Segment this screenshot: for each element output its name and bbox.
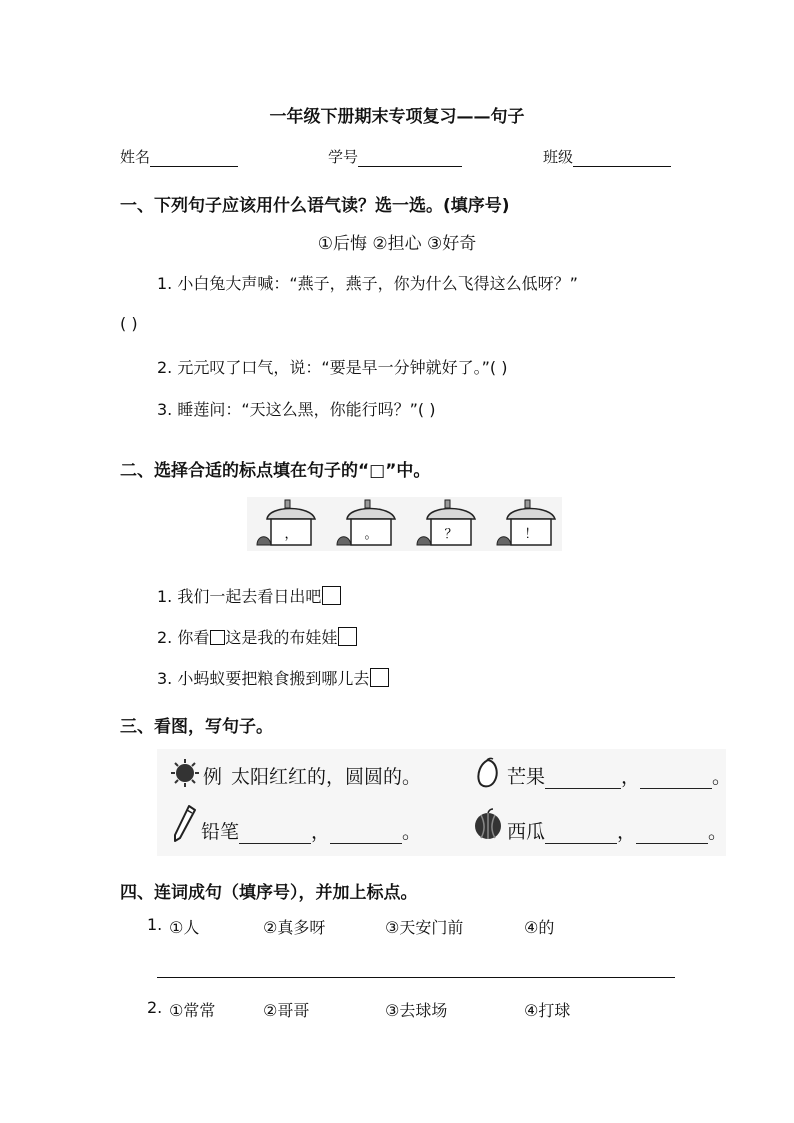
word-card: ③天安门前	[385, 918, 464, 937]
answer-blank[interactable]	[330, 825, 402, 844]
pencil-word: 铅笔	[201, 821, 240, 843]
mango-icon	[475, 757, 501, 789]
s2-question-3-text: 3. 小蚂蚁要把粮食搬到哪儿去	[157, 669, 370, 688]
sun-icon	[171, 759, 199, 787]
answer-box[interactable]	[370, 668, 389, 687]
s2-question-1	[157, 584, 341, 607]
student-id-field[interactable]	[328, 146, 462, 167]
section2-heading: 二、选择合适的标点填在句子的“□”中。	[120, 461, 431, 481]
picture-sentence-panel	[157, 749, 732, 856]
s4-question-1-number: 1.	[147, 915, 163, 934]
answer-blank[interactable]	[545, 770, 621, 789]
section4-heading: 四、连词成句（填序号），并加上标点。	[120, 883, 418, 903]
page-title: 一年级下册期末专项复习——句子	[269, 107, 525, 127]
word-card: ③去球场	[385, 1001, 448, 1020]
answer-line[interactable]	[157, 977, 675, 978]
word-card: ④打球	[524, 1001, 571, 1020]
comma: ，	[311, 821, 331, 843]
pencil-icon	[171, 804, 197, 844]
s2-question-2	[157, 625, 357, 648]
answer-box[interactable]	[210, 630, 225, 645]
name-label: 姓名	[120, 148, 151, 166]
house-3	[417, 500, 475, 545]
tone-options: ①后悔 ②担心 ③好奇	[317, 234, 477, 254]
comma: ，	[621, 766, 641, 788]
name-field[interactable]	[120, 146, 238, 167]
mango-word: 芒果	[507, 766, 546, 788]
word-card: ①人	[169, 918, 200, 937]
answer-blank[interactable]	[545, 825, 617, 844]
s1-question-2[interactable]: 2. 元元叹了口气，说：“要是早一分钟就好了。”( )	[157, 358, 508, 377]
house-1	[257, 500, 315, 545]
punctuation-houses-image	[247, 497, 562, 551]
example-sentence: 太阳红红的，圆圆的。	[231, 766, 422, 788]
s2-question-2-text-b: 这是我的布娃娃	[225, 628, 338, 647]
watermelon-icon	[473, 807, 503, 841]
word-card: ②真多呀	[263, 918, 326, 937]
class-field[interactable]	[543, 146, 671, 167]
mango-label	[507, 762, 731, 789]
student-id-blank[interactable]	[358, 151, 462, 167]
answer-box[interactable]	[338, 627, 357, 646]
watermelon-label	[507, 817, 727, 844]
comma: ，	[617, 821, 637, 843]
punctuation-mark: ！	[524, 527, 538, 542]
period: 。	[402, 821, 422, 843]
s2-question-3	[157, 666, 389, 689]
s4-question-2-number: 2.	[147, 998, 163, 1017]
house-2	[337, 500, 395, 545]
answer-blank[interactable]	[636, 825, 708, 844]
s2-question-1-text: 1. 我们一起去看日出吧	[157, 587, 322, 606]
watermelon-word: 西瓜	[507, 821, 546, 843]
section3-heading: 三、看图，写句子。	[120, 717, 273, 737]
punctuation-mark: ？	[444, 527, 458, 542]
s1-question-1: 1. 小白兔大声喊：“燕子，燕子，你为什么飞得这么低呀？”	[157, 274, 578, 293]
answer-blank[interactable]	[640, 770, 712, 789]
s2-question-2-text-a: 2. 你看	[157, 628, 210, 647]
pencil-label	[201, 817, 421, 844]
period: 。	[712, 766, 732, 788]
house-4	[497, 500, 555, 545]
punctuation-mark: ，	[284, 527, 298, 542]
houses-drawing	[247, 497, 562, 551]
word-card: ②哥哥	[263, 1001, 310, 1020]
punctuation-mark: 。	[364, 527, 378, 542]
student-id-label: 学号	[328, 148, 359, 166]
s1-question-1-answer[interactable]: ( )	[120, 314, 138, 333]
answer-blank[interactable]	[239, 825, 311, 844]
name-blank[interactable]	[150, 151, 238, 167]
class-blank[interactable]	[573, 151, 671, 167]
answer-box[interactable]	[322, 586, 341, 605]
example-label: 例	[203, 766, 223, 788]
word-card: ①常常	[169, 1001, 216, 1020]
s1-question-3[interactable]: 3. 睡莲问：“天这么黑，你能行吗？”( )	[157, 400, 436, 419]
period: 。	[708, 821, 728, 843]
section1-heading: 一、下列句子应该用什么语气读？选一选。(填序号)	[120, 196, 510, 216]
class-label: 班级	[543, 148, 574, 166]
word-card: ④的	[524, 918, 555, 937]
